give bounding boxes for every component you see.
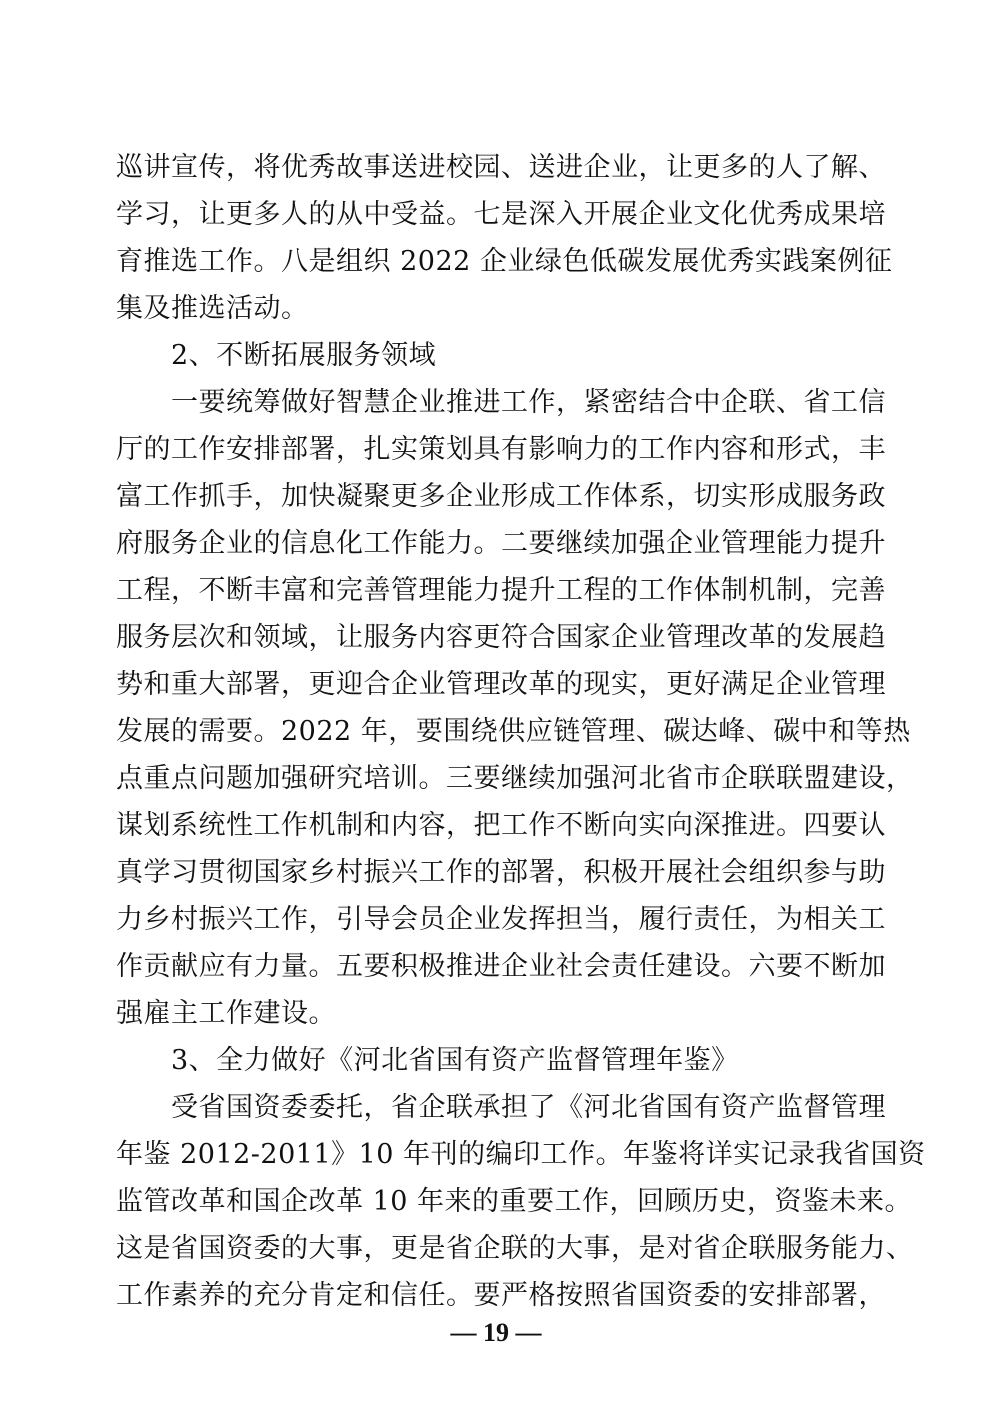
body-text-line: 势和重大部署，更迎合企业管理改革的现实，更好满足企业管理 — [116, 669, 886, 700]
section-heading: 3、全力做好《河北省国有资产监督管理年鉴》 — [171, 1045, 739, 1076]
body-text-line: 一要统筹做好智慧企业推进工作，紧密结合中企联、省工信 — [171, 387, 886, 418]
body-text-line: 力乡村振兴工作，引导会员企业发挥担当，履行责任，为相关工 — [116, 904, 886, 935]
body-text-line: 发展的需要。2022 年，要围绕供应链管理、碳达峰、碳中和等热 — [116, 716, 911, 747]
body-text-line: 集及推选活动。 — [116, 293, 309, 324]
body-text-line: 强雇主工作建设。 — [116, 998, 336, 1029]
body-text-line: 育推选工作。八是组织 2022 企业绿色低碳发展优秀实践案例征 — [116, 246, 893, 277]
section-heading: 2、不断拓展服务领域 — [171, 340, 437, 371]
body-text-line: 这是省国资委的大事，更是省企联的大事，是对省企联服务能力、 — [116, 1233, 914, 1264]
page-number: — 19 — — [450, 1318, 542, 1347]
body-text-line: 受省国资委委托，省企联承担了《河北省国有资产监督管理 — [171, 1092, 886, 1123]
body-text-line: 富工作抓手，加快凝聚更多企业形成工作体系，切实形成服务政 — [116, 481, 886, 512]
body-text-line: 厅的工作安排部署，扎实策划具有影响力的工作内容和形式，丰 — [116, 434, 886, 465]
body-text-line: 真学习贯彻国家乡村振兴工作的部署，积极开展社会组织参与助 — [116, 857, 886, 888]
body-text-line: 府服务企业的信息化工作能力。二要继续加强企业管理能力提升 — [116, 528, 886, 559]
body-text-line: 年鉴 2012-2011》10 年刊的编印工作。年鉴将详实记录我省国资 — [116, 1139, 926, 1170]
body-text-line: 工程，不断丰富和完善管理能力提升工程的工作体制机制，完善 — [116, 575, 886, 606]
body-text-line: 作贡献应有力量。五要积极推进企业社会责任建设。六要不断加 — [116, 951, 886, 982]
body-text-line: 服务层次和领域，让服务内容更符合国家企业管理改革的发展趋 — [116, 622, 886, 653]
body-text-line: 监管改革和国企改革 10 年来的重要工作，回顾历史，资鉴未来。 — [116, 1186, 913, 1217]
body-text-line: 巡讲宣传，将优秀故事送进校园、送进企业，让更多的人了解、 — [116, 152, 886, 183]
body-text-line: 学习，让更多人的从中受益。七是深入开展企业文化优秀成果培 — [116, 199, 886, 230]
body-text-line: 工作素养的充分肯定和信任。要严格按照省国资委的安排部署， — [116, 1280, 886, 1311]
body-text-line: 谋划系统性工作机制和内容，把工作不断向实向深推进。四要认 — [116, 810, 886, 841]
body-text-line: 点重点问题加强研究培训。三要继续加强河北省市企联联盟建设， — [116, 763, 914, 794]
